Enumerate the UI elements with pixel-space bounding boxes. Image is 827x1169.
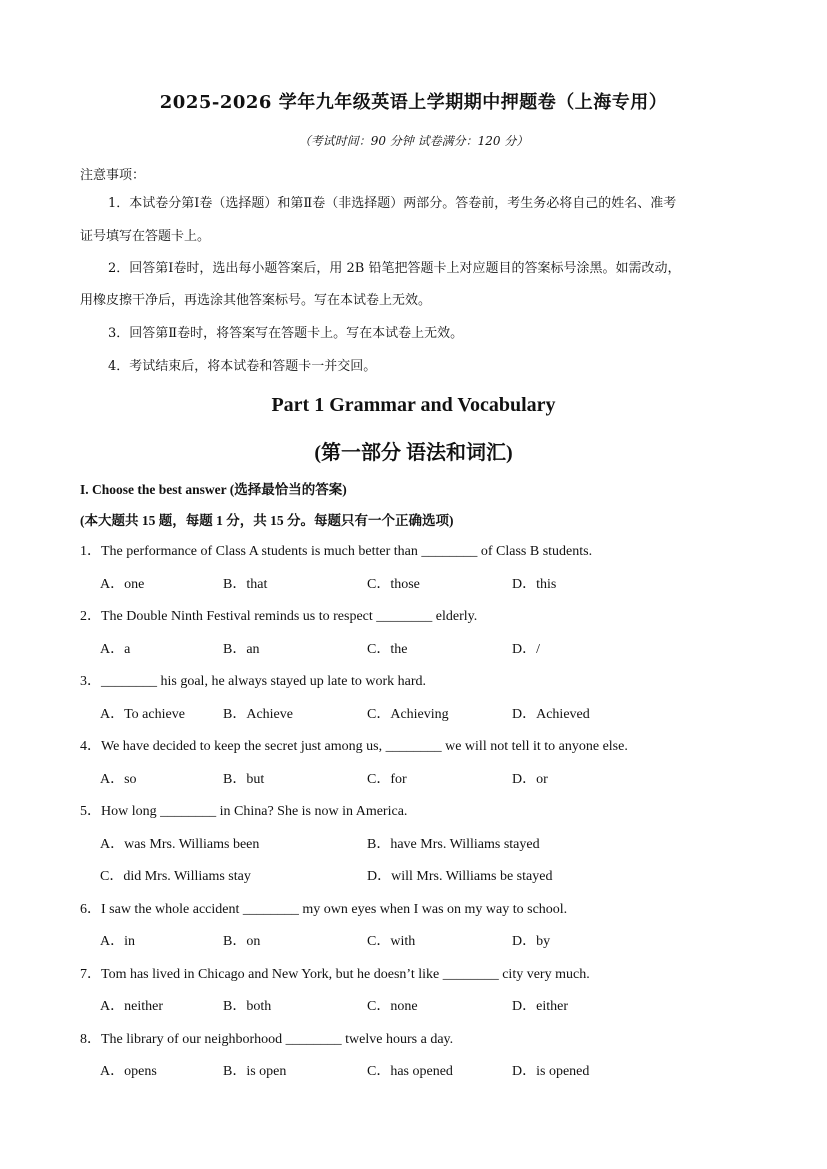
question-3: 3．________ his goal, he always stayed up late to work hard. [80, 674, 427, 689]
option-8b: B．is open [223, 1064, 287, 1079]
question-4: 4．We have decided to keep the secret just among us, ________ we will not tell it to anyone else. [80, 739, 628, 754]
option-2d: D．/ [512, 642, 540, 657]
option-3b: B．Achieve [223, 707, 293, 722]
exam-title: 2025-2026 学年九年级英语上学期期中押题卷（上海专用） [159, 92, 668, 113]
option-8d: D．is opened [512, 1064, 590, 1079]
note-line-4: 4．考试结束后，将本试卷和答题卡一并交回。 [108, 359, 377, 374]
option-5d: D．will Mrs. Williams be stayed [367, 869, 553, 884]
option-6c: C．with [367, 934, 416, 949]
question-7: 7．Tom has lived in Chicago and New York, but he doesn’t like ________ city very much. [80, 967, 590, 982]
option-4b: B．but [223, 772, 265, 787]
section-instruction: (本大题共 15 题，每题 1 分，共 15 分。每题只有一个正确选项) [80, 513, 454, 528]
option-4d: D．or [512, 772, 548, 787]
option-5b: B．have Mrs. Williams stayed [367, 837, 540, 852]
note-line-2-cont: 用橡皮擦干净后，再选涂其他答案标号。写在本试卷上无效。 [80, 293, 432, 308]
option-3c: C．Achieving [367, 707, 449, 722]
option-8a: A．opens [100, 1064, 157, 1079]
question-1: 1．The performance of Class A students is much better than ________ of Class B students. [80, 544, 593, 559]
option-6b: B．on [223, 934, 261, 949]
option-6d: D．by [512, 934, 551, 949]
option-5a: A．was Mrs. Williams been [100, 837, 260, 852]
option-4a: A．so [100, 772, 137, 787]
option-1a: A．one [100, 577, 145, 592]
option-6a: A．in [100, 934, 135, 949]
question-5: 5．How long ________ in China? She is now in America. [80, 804, 408, 819]
question-8: 8．The library of our neighborhood ________ twelve hours a day. [80, 1032, 454, 1047]
exam-time-score: （考试时间：90 分钟 试卷满分：120 分） [298, 134, 529, 148]
option-4c: C．for [367, 772, 407, 787]
note-line-2: 2．回答第Ⅰ卷时，选出每小题答案后，用 2B 铅笔把答题卡上对应题目的答案标号涂黑。如需改动， [108, 261, 681, 276]
part-title: Part 1 Grammar and Vocabulary [271, 394, 556, 416]
note-line-1-cont: 证号填写在答题卡上。 [80, 229, 211, 244]
part-subtitle: (第一部分 语法和词汇) [314, 442, 513, 464]
question-6: 6．I saw the whole accident ________ my own eyes when I was on my way to school. [80, 902, 568, 917]
option-7a: A．neither [100, 999, 163, 1014]
option-7c: C．none [367, 999, 418, 1014]
option-1d: D．this [512, 577, 557, 592]
note-line-3: 3．回答第Ⅱ卷时，将答案写在答题卡上。写在本试卷上无效。 [108, 326, 464, 341]
option-1c: C．those [367, 577, 420, 592]
note-line-1: 1．本试卷分第Ⅰ卷（选择题）和第Ⅱ卷（非选择题）两部分。答卷前，考生务必将自己的姓名、准考 [108, 196, 677, 211]
section-heading: I. Choose the best answer (选择最恰当的答案) [80, 482, 347, 497]
option-3a: A．To achieve [100, 707, 185, 722]
option-2b: B．an [223, 642, 260, 657]
option-5c: C．did Mrs. Williams stay [100, 869, 251, 884]
option-3d: D．Achieved [512, 707, 590, 722]
option-2a: A．a [100, 642, 131, 657]
option-7b: B．both [223, 999, 272, 1014]
option-2c: C．the [367, 642, 408, 657]
option-8c: C．has opened [367, 1064, 453, 1079]
notes-heading: 注意事项： [80, 168, 146, 183]
question-2: 2．The Double Ninth Festival reminds us to respect ________ elderly. [80, 609, 478, 624]
option-1b: B．that [223, 577, 268, 592]
option-7d: D．either [512, 999, 568, 1014]
